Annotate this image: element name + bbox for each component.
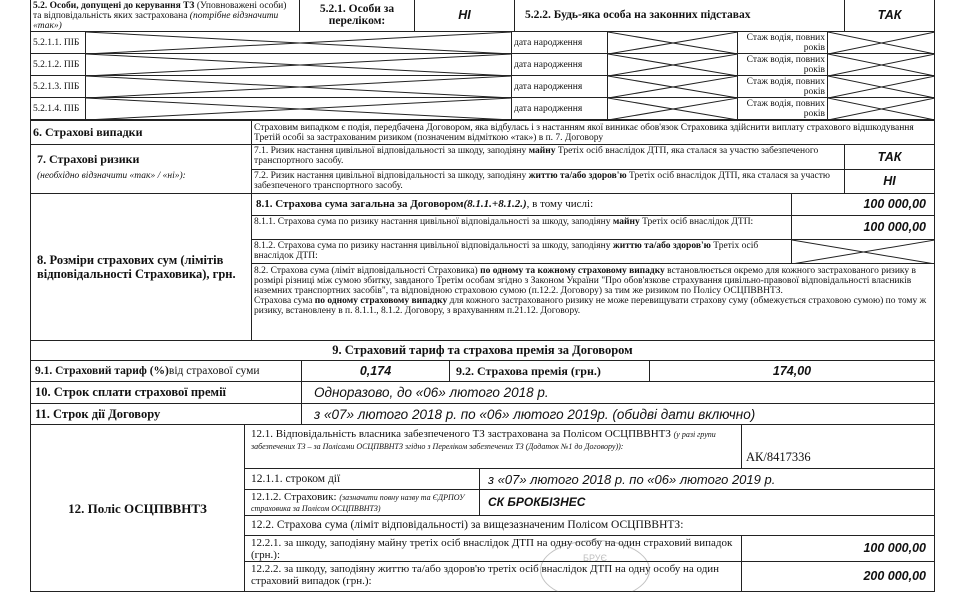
s7-note: (необхідно відзначити «так» / «ні»): bbox=[37, 171, 186, 181]
person-crossed-field bbox=[828, 32, 935, 54]
company-stamp: БРУЄ bbox=[540, 540, 650, 592]
s8-r811: 8.1.1. Страхова сума по ризику настання цивільної відповідальності за шкоду, заподіяну майну Третіх осіб внаслідок ДТП: bbox=[252, 216, 792, 240]
s11-label: 11. Строк дії Договору bbox=[30, 404, 302, 425]
s8-r82: 8.2. Страхова сума (ліміт відповідальності Страховика) по одному та кожному страховому випадку встановлюється окремо для кожного застрахованого ризику в розмірі різниці між сумою збитку, завданого Третім особам згідно з Законом України "Про обов'язкове страхування цивільно-правової відповідальності власників наземних транспортних засобів", та відповідною страховою сумою (п.12.2. Договору) за тим же ризиком по Полісу ОСЦПВВНТЗ. Страхова сума по одному страховому випадку для кожного застрахованого ризику не може перевищувати страхову суму (обмежується страховою сумою) по тому ж ризику, встановлену в п. 8.1.1., 8.1.2. Договору, з врахуванням п.21.12. Договору. bbox=[252, 264, 935, 341]
cross-out-mark bbox=[86, 54, 512, 76]
s12-r1221-value: 100 000,00 bbox=[742, 536, 935, 562]
s12-r122: 12.2. Страхова сума (ліміт відповідальності) за вищезазначеним Полісом ОСЦПВВНТЗ: bbox=[245, 516, 935, 536]
cross-out-mark bbox=[828, 76, 935, 98]
s9-premium-value: 174,00 bbox=[650, 361, 935, 382]
person-crossed-field bbox=[608, 32, 738, 54]
s12-r121-value: АК/8417336 bbox=[746, 450, 811, 464]
person-crossed-field bbox=[828, 98, 935, 120]
person-label: 5.2.1.1. ПІБ bbox=[30, 32, 86, 54]
s12-r1221: 12.2.1. за шкоду, заподіяну майну третіх осіб внаслідок ДТП на одну особу на один страховий випадок (грн.): bbox=[245, 536, 742, 562]
person-crossed-field bbox=[608, 54, 738, 76]
cross-out-mark bbox=[608, 32, 738, 54]
cross-out-mark bbox=[828, 98, 935, 120]
cross-out-mark bbox=[86, 98, 512, 120]
s7-risk2: 7.2. Ризик настання цивільної відповідальності за шкоду, заподіяну життю та/або здоров'ю Третіх осіб внаслідок ДТП, яка сталася за участю забезпеченого транспортного засобу. bbox=[252, 170, 845, 194]
person-experience-label: Стаж водія, повних років bbox=[738, 98, 828, 120]
s12-r1211-label: 12.1.1. строком дії bbox=[245, 469, 480, 490]
s10-value: Одноразово, до «06» лютого 2018 р. bbox=[302, 382, 935, 404]
s9-premium-label: 9.2. Страхова премія (грн.) bbox=[450, 361, 650, 382]
person-crossed-field bbox=[608, 98, 738, 120]
person-dob-label: дата народження bbox=[512, 32, 608, 54]
cross-out-mark bbox=[792, 240, 935, 264]
person-crossed-field bbox=[86, 32, 512, 54]
s8-r812-crossed-cell bbox=[792, 240, 935, 264]
person-label: 5.2.1.4. ПІБ bbox=[30, 98, 86, 120]
s12-r121: 12.1. Відповідальність власника забезпеченого ТЗ застрахована за Полісом ОСЦПВВНТЗ (у разі групи забезпечених ТЗ – за Полісами ОСЦПВВНТЗ згідно з Переліком забезпечених ТЗ (Додаток №1 до Договору)): bbox=[245, 425, 742, 469]
s8-label: 8. Розміри страхових сум (лімітів відповідальності Страховика), грн. bbox=[30, 194, 252, 341]
s8-r811-value: 100 000,00 bbox=[792, 216, 935, 240]
s12-r1212-value: СК БРОКБІЗНЕС bbox=[480, 490, 935, 516]
s52-label: 5.2. Особи, допущені до керування ТЗ (Уповноважені особи) та відповідальність яких застрахована (потрібне відзначити «так») bbox=[30, 0, 300, 32]
s9-tariff-label: 9.1. Страховий тариф (%) від страхової суми bbox=[30, 361, 302, 382]
s10-label: 10. Строк сплати страхової премії bbox=[30, 382, 302, 404]
cross-out-mark bbox=[608, 76, 738, 98]
s12-r121-value-cell bbox=[742, 425, 935, 469]
person-experience-label: Стаж водія, повних років bbox=[738, 32, 828, 54]
s8-r81-value: 100 000,00 bbox=[792, 194, 935, 216]
cross-out-mark bbox=[828, 32, 935, 54]
person-crossed-field bbox=[86, 98, 512, 120]
s52-legal-label: 5.2.2. Будь-яка особа на законних підставах bbox=[515, 0, 845, 32]
person-dob-label: дата народження bbox=[512, 76, 608, 98]
cross-out-mark bbox=[608, 98, 738, 120]
s7-risk1-value: ТАК bbox=[845, 145, 935, 170]
s12-r1222-value: 200 000,00 bbox=[742, 562, 935, 592]
s52-legal-value: ТАК bbox=[845, 0, 935, 32]
person-crossed-field bbox=[828, 76, 935, 98]
cross-out-mark bbox=[86, 32, 512, 54]
s7-label-cell bbox=[30, 145, 252, 194]
person-experience-label: Стаж водія, повних років bbox=[738, 76, 828, 98]
person-label: 5.2.1.3. ПІБ bbox=[30, 76, 86, 98]
s12-r1222: 12.2.2. за шкоду, заподіяну життю та/або здоров'ю третіх осіб внаслідок ДТП на одну особу на один страховий випадок (грн.): bbox=[245, 562, 742, 592]
s7-label: 7. Страхові ризики bbox=[37, 152, 140, 166]
s7-risk2-value: НІ bbox=[845, 170, 935, 194]
s6-text: Страховим випадком є подія, передбачена Договором, яка відбулась і з настанням якої виникає обов'язок Страховика здійснити виплату страхового відшкодування Третій особі за застрахованим ризиком (позначеним відміткою «так») в п. 7. Договору bbox=[252, 120, 935, 145]
s11-value: з «07» лютого 2018 р. по «06» лютого 2019р. (обидві дати включно) bbox=[302, 404, 935, 425]
s8-r812: 8.1.2. Страхова сума по ризику настання цивільної відповідальності за шкоду, заподіяну життю та/або здоров'ю Третіх осіб внаслідок ДТП: bbox=[252, 240, 792, 264]
s52-listed-value: НІ bbox=[415, 0, 515, 32]
person-crossed-field bbox=[86, 76, 512, 98]
s9-heading: 9. Страховий тариф та страхова премія за Договором bbox=[30, 341, 935, 361]
s12-r1212-label: 12.1.2. Страховик: (зазначити повну назву та ЄДРПОУ страховика за Полісом ОСЦПВВНТЗ) bbox=[245, 490, 480, 516]
cross-out-mark bbox=[828, 54, 935, 76]
s12-label: 12. Поліс ОСЦПВВНТЗ bbox=[30, 425, 245, 592]
person-dob-label: дата народження bbox=[512, 54, 608, 76]
s9-tariff-value: 0,174 bbox=[302, 361, 450, 382]
person-crossed-field bbox=[608, 76, 738, 98]
person-crossed-field bbox=[828, 54, 935, 76]
s8-r81: 8.1. Страхова сума загальна за Договором (8.1.1.+8.1.2.) , в тому числі: bbox=[252, 194, 792, 216]
s7-risk1: 7.1. Ризик настання цивільної відповідальності за шкоду, заподіяну майну Третіх осіб внаслідок ДТП, яка сталася за участю забезпеченого транспортного засобу. bbox=[252, 145, 845, 170]
person-label: 5.2.1.2. ПІБ bbox=[30, 54, 86, 76]
cross-out-mark bbox=[608, 54, 738, 76]
cross-out-mark bbox=[86, 76, 512, 98]
person-dob-label: дата народження bbox=[512, 98, 608, 120]
person-experience-label: Стаж водія, повних років bbox=[738, 54, 828, 76]
s6-label: 6. Страхові випадки bbox=[30, 120, 252, 145]
s52-listed-label: 5.2.1. Особи за переліком: bbox=[300, 0, 415, 32]
s12-r1211-value: з «07» лютого 2018 р. по «06» лютого 2019 р. bbox=[480, 469, 935, 490]
person-crossed-field bbox=[86, 54, 512, 76]
